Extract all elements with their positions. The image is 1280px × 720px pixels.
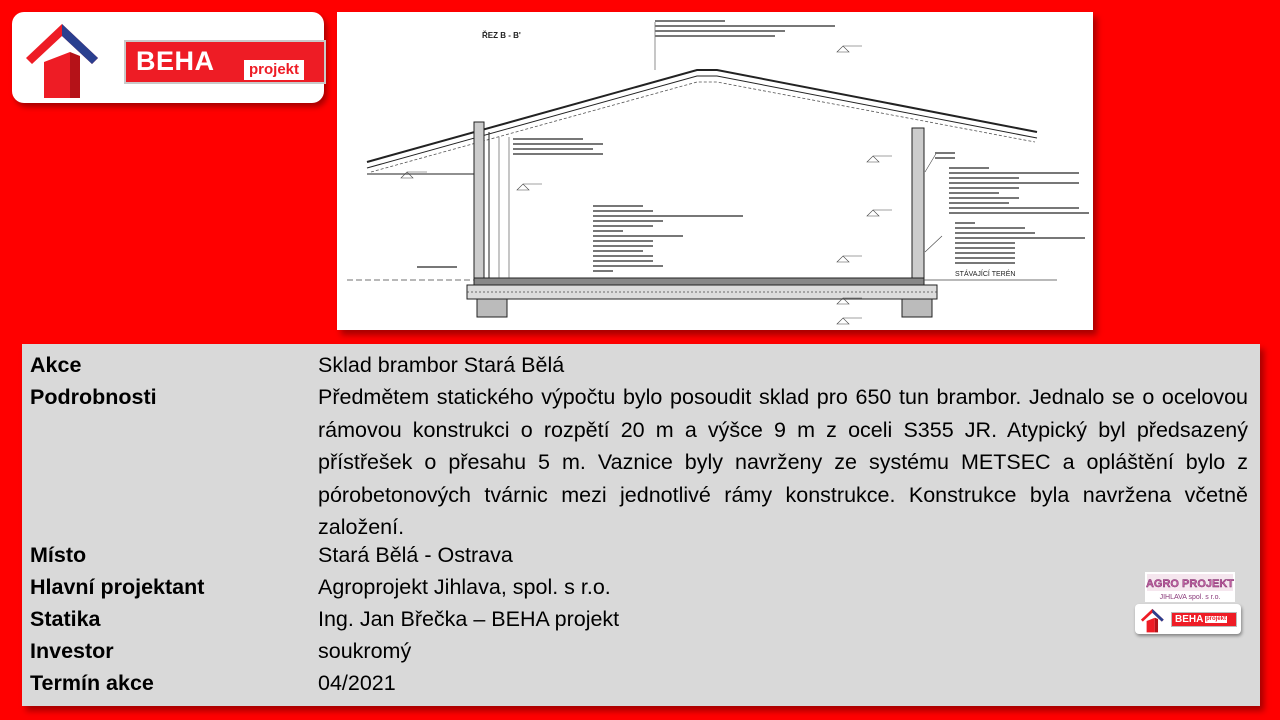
agroprojekt-logo <box>1145 572 1235 602</box>
section-drawing <box>337 12 1093 330</box>
mini-wordmark <box>1171 612 1237 627</box>
house-icon <box>1139 607 1165 633</box>
info-value: 04/2021 <box>318 671 396 695</box>
mini-suffix: projekt <box>1206 616 1227 622</box>
agro-name: AGRO PROJEKT <box>1145 578 1235 590</box>
info-value: Sklad brambor Stará Bělá <box>318 353 565 377</box>
info-label: Akce <box>30 353 82 377</box>
info-value: soukromý <box>318 639 412 663</box>
info-row-termin-akce <box>30 667 1248 700</box>
section-title: ŘEZ B - B' <box>482 31 521 40</box>
info-label: Investor <box>30 639 114 663</box>
info-row-hlavni-projektant <box>30 571 1248 604</box>
house-icon <box>22 18 100 105</box>
logo-brand: BEHA <box>136 46 215 76</box>
info-row-investor <box>30 635 1248 668</box>
info-value: Stará Bělá - Ostrava <box>318 543 513 567</box>
mini-brand: BEHA <box>1175 614 1204 625</box>
logo-suffix: projekt <box>244 60 304 80</box>
info-value: Agroprojekt Jihlava, spol. s r.o. <box>318 575 611 599</box>
ground-label: STÁVAJÍCÍ TERÉN <box>955 271 1016 278</box>
agro-sub: JIHLAVA spol. s r.o. <box>1159 594 1221 601</box>
info-label: Statika <box>30 607 101 631</box>
logo-wordmark <box>124 40 326 84</box>
info-row-misto <box>30 539 1248 572</box>
info-row-statika <box>30 603 1248 636</box>
info-label: Místo <box>30 543 87 567</box>
info-label: Termín akce <box>30 671 154 695</box>
info-value: Předmětem statického výpočtu bylo posoudit sklad pro 650 tun brambor. Jednalo se o ocelovou rámovou konstrukci o rozpětí 20 m a výšce 9 m z oceli S355 JR. Atypický byl předsazený přístřešek o přesahu 5 m. Vaznice byly navrženy ze systému METSEC a opláštění bylo z pórobetonových tvárnic mezi jednotlivé rámy konstrukce. Konstrukce byla navržena včetně založení. <box>318 385 1248 539</box>
info-row-podrobnosti <box>30 381 1248 544</box>
info-label: Hlavní projektant <box>30 575 205 599</box>
project-info-panel <box>22 344 1260 706</box>
info-value: Ing. Jan Břečka – BEHA projekt <box>318 607 620 631</box>
info-row-akce <box>30 349 1248 382</box>
info-label: Podrobnosti <box>30 385 157 409</box>
beha-logo <box>12 12 324 103</box>
beha-mini-logo <box>1135 604 1241 634</box>
